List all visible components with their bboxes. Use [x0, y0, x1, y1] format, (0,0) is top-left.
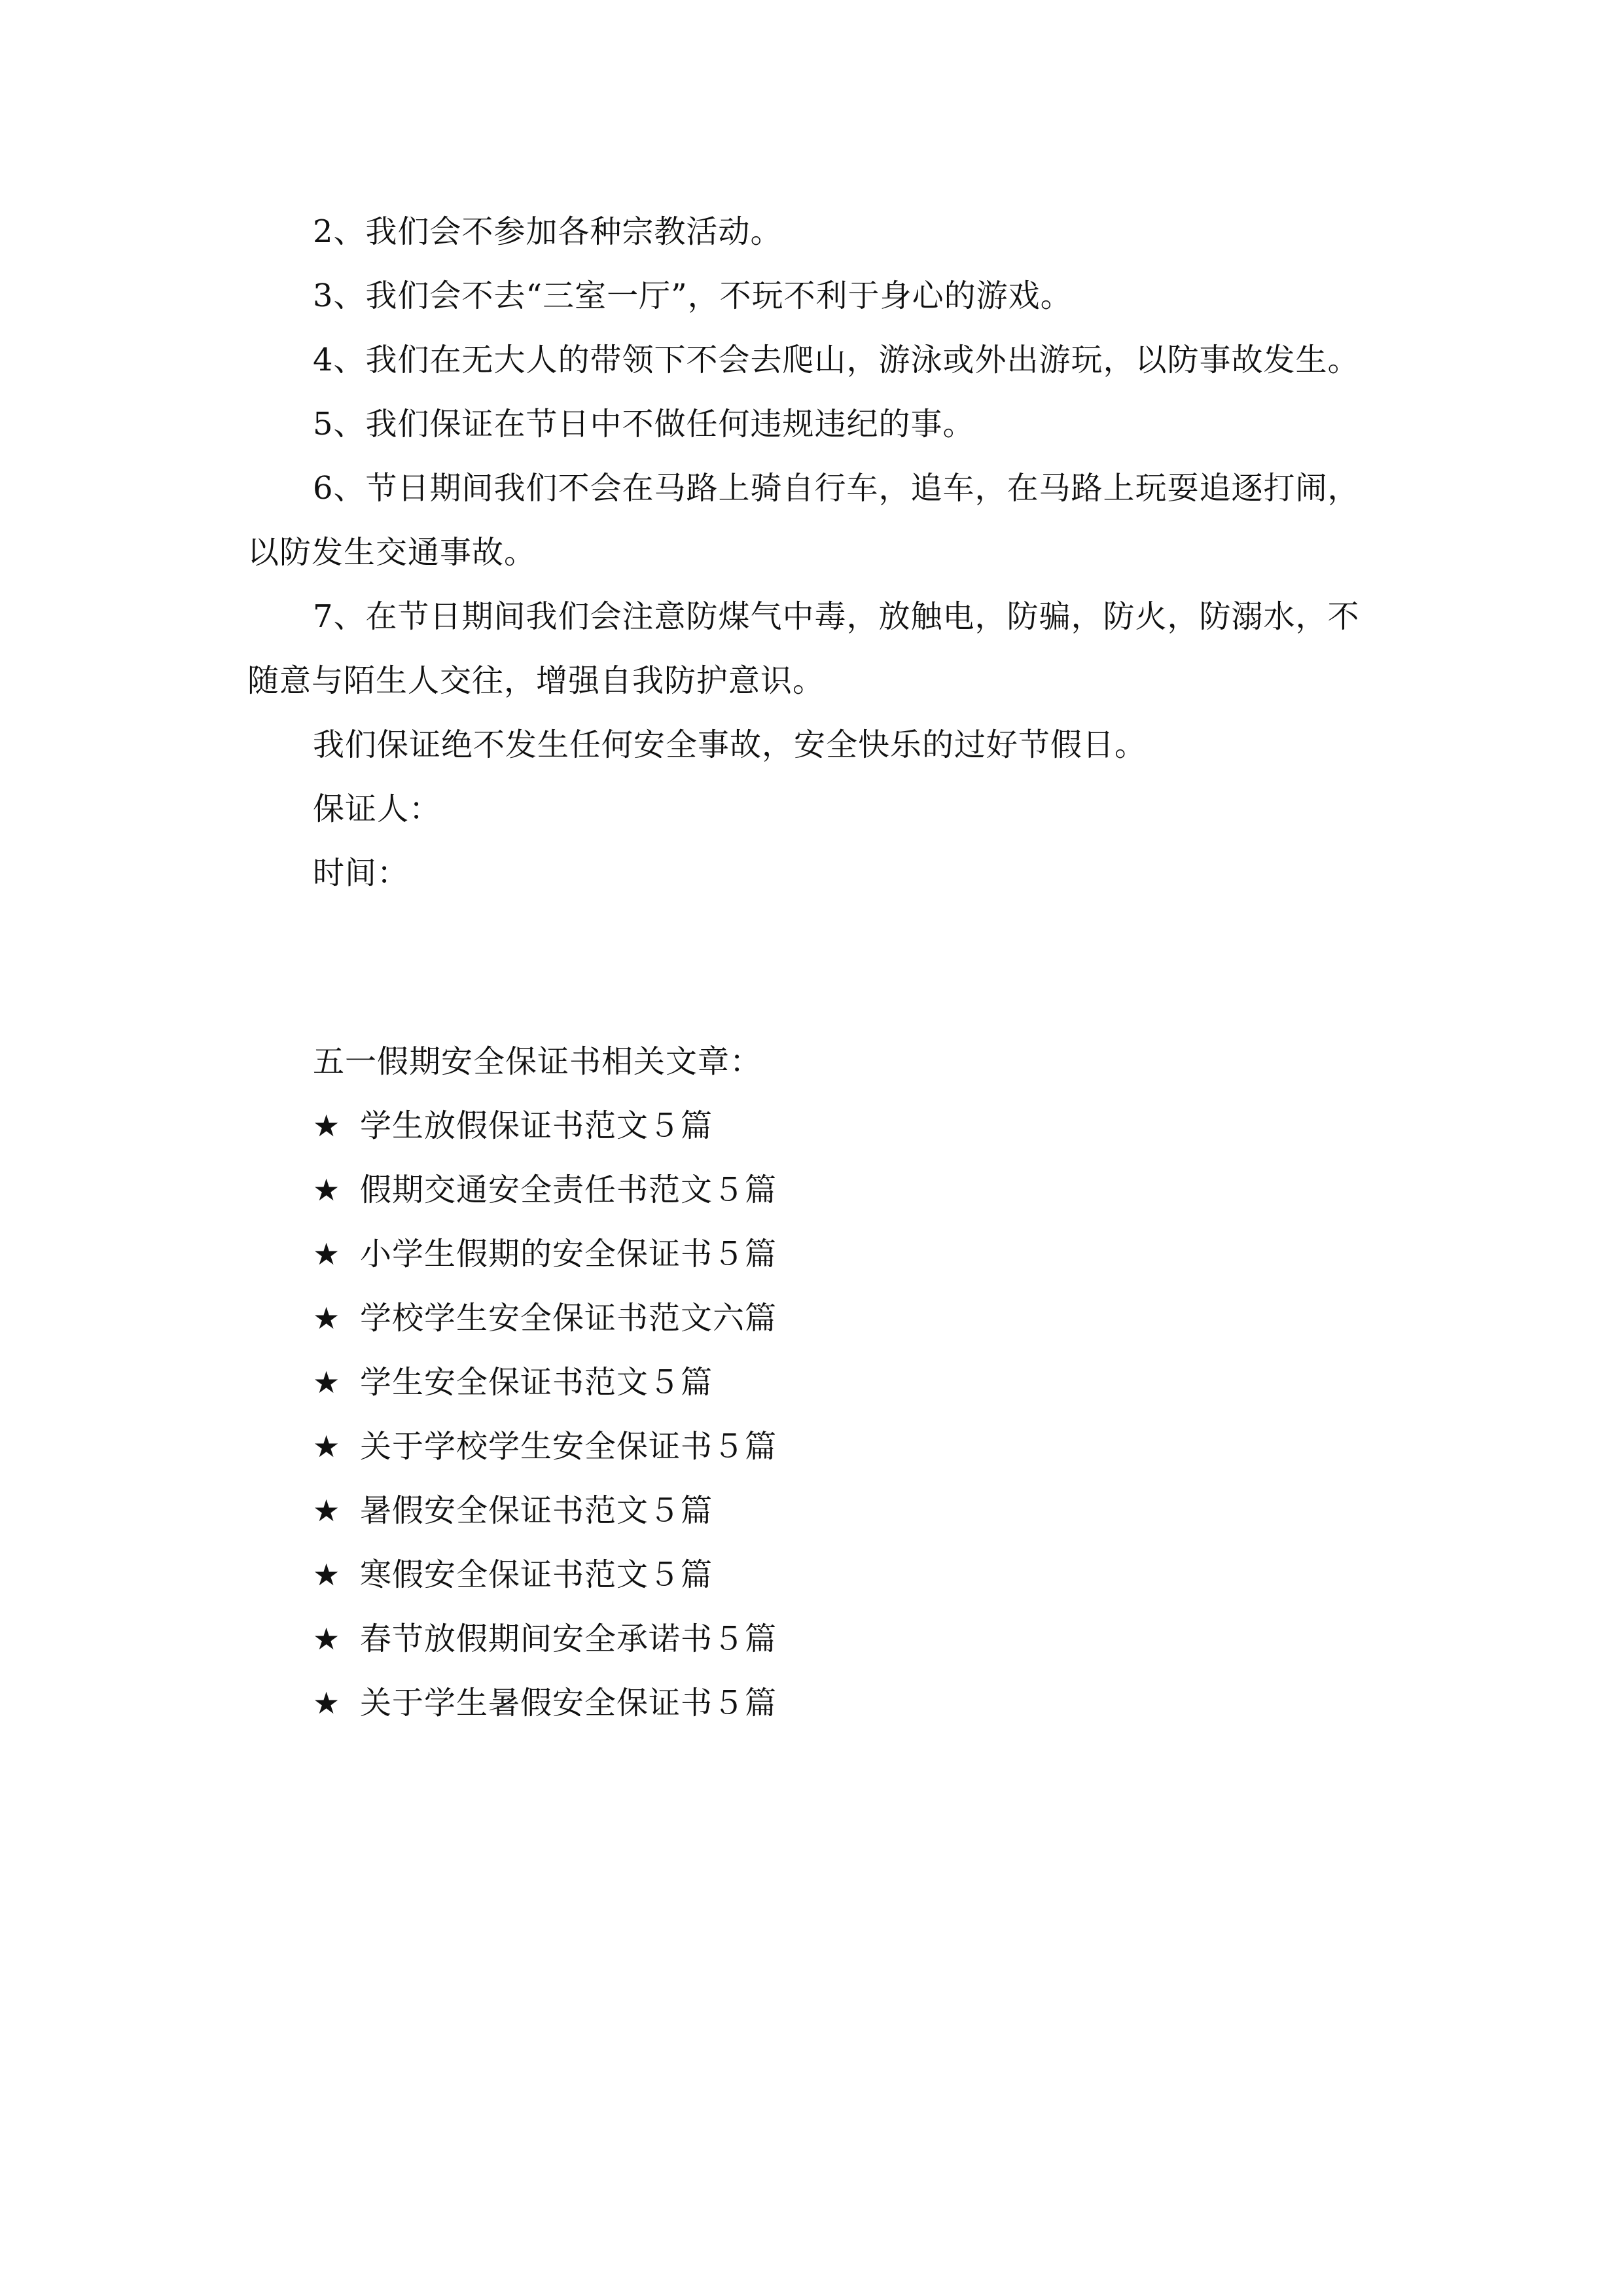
- star-icon: ★: [313, 1685, 341, 1721]
- star-icon: ★: [313, 1557, 341, 1592]
- signature-label: 保证人：: [313, 791, 442, 827]
- star-icon: ★: [313, 1621, 341, 1657]
- paragraph-item-3: 3、我们会不去“三室一厅”，不玩不利于身心的游戏。: [313, 278, 1073, 314]
- related-article-title: 学生安全保证书范文５篇: [360, 1364, 713, 1401]
- paragraph-item-4: 4、我们在无大人的带领下不会去爬山，游泳或外出游玩，以防事故发生。: [313, 342, 1360, 378]
- star-icon: ★: [313, 1365, 341, 1400]
- related-article-link[interactable]: [313, 1671, 777, 1735]
- related-article-title: 寒假安全保证书范文５篇: [360, 1556, 713, 1593]
- paragraph-item-6: 6、节日期间我们不会在马路上骑自行车，追车，在马路上玩耍追逐打闹，以防发生交通事故。: [247, 470, 1360, 571]
- related-article-title: 关于学生暑假安全保证书５篇: [360, 1685, 777, 1721]
- related-article-link[interactable]: [313, 1158, 777, 1222]
- paragraph-item-2: 2、我们会不参加各种宗教活动。: [313, 213, 783, 250]
- paragraph-item-7: 7、在节日期间我们会注意防煤气中毒，放触电，防骗，防火，防溺水，不随意与陌生人交往，增强自我防护意识。: [247, 598, 1360, 699]
- related-article-title: 学生放假保证书范文５篇: [360, 1107, 713, 1144]
- star-icon: ★: [313, 1493, 341, 1528]
- related-article-link[interactable]: [313, 1222, 777, 1286]
- related-article-link[interactable]: [313, 1094, 713, 1158]
- related-article-title: 暑假安全保证书范文５篇: [360, 1492, 713, 1529]
- star-icon: ★: [313, 1172, 341, 1208]
- related-article-link[interactable]: [313, 1543, 713, 1607]
- star-icon: ★: [313, 1429, 341, 1464]
- star-icon: ★: [313, 1108, 341, 1143]
- related-articles-heading: 五一假期安全保证书相关文章：: [313, 1043, 762, 1080]
- related-article-title: 假期交通安全责任书范文５篇: [360, 1172, 777, 1208]
- related-article-title: 学校学生安全保证书范文六篇: [360, 1300, 777, 1336]
- related-article-link[interactable]: [313, 1350, 713, 1414]
- star-icon: ★: [313, 1300, 341, 1336]
- related-article-title: 关于学校学生安全保证书５篇: [360, 1428, 777, 1465]
- date-label: 时间：: [313, 855, 410, 891]
- related-article-link[interactable]: [313, 1286, 777, 1350]
- related-article-link[interactable]: [313, 1414, 777, 1479]
- related-article-title: 春节放假期间安全承诺书５篇: [360, 1621, 777, 1657]
- related-article-title: 小学生假期的安全保证书５篇: [360, 1236, 777, 1272]
- star-icon: ★: [313, 1236, 341, 1272]
- related-article-link[interactable]: [313, 1479, 713, 1543]
- guarantee-statement: 我们保证绝不发生任何安全事故，安全快乐的过好节假日。: [313, 726, 1147, 763]
- paragraph-item-5: 5、我们保证在节日中不做任何违规违纪的事。: [313, 406, 975, 442]
- related-article-link[interactable]: [313, 1607, 777, 1671]
